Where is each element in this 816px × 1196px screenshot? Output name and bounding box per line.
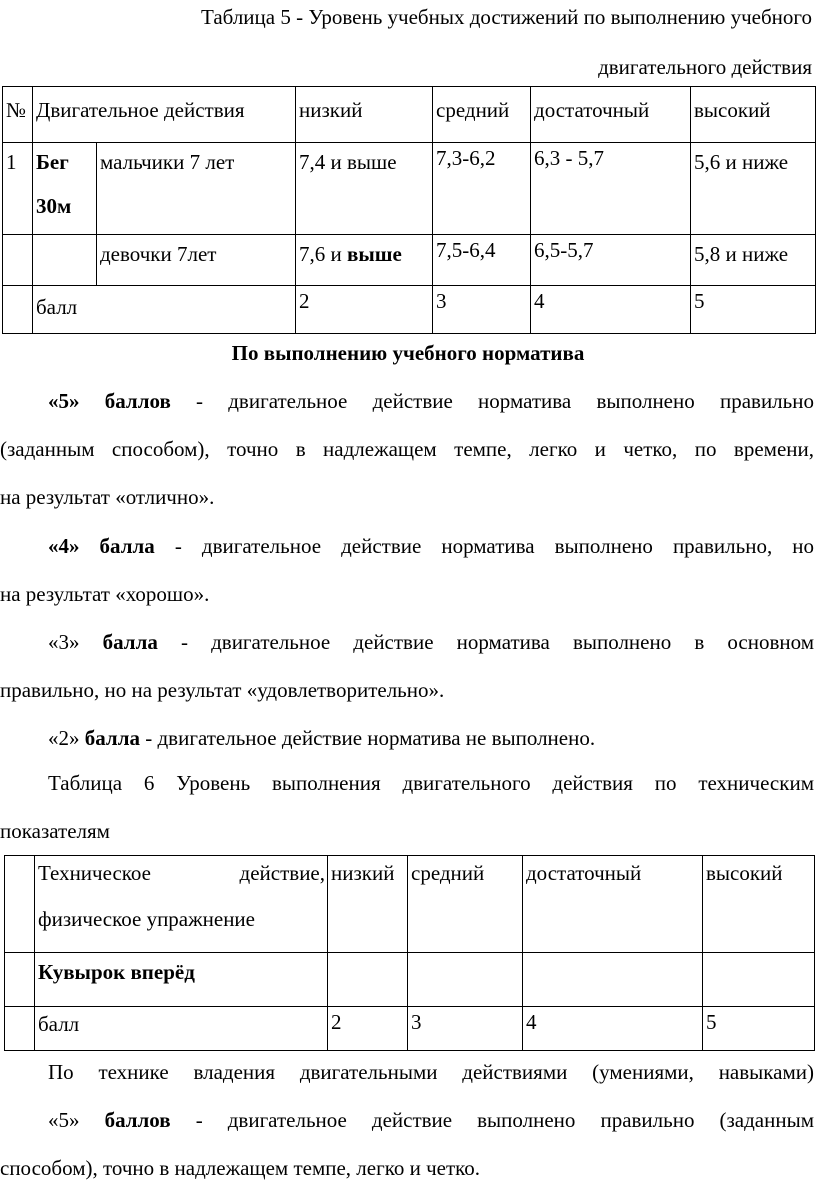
section1-p3-quote: «3»: [48, 630, 80, 654]
table6-score-2: 2: [328, 1007, 408, 1051]
section1-p4-text1: - двигательное действие норматива выполнено правильно, но: [154, 534, 814, 558]
table5-row2-mid: 7,5-6,4: [433, 235, 531, 286]
table6: [4, 855, 815, 1051]
table6-header-suff: достаточный: [523, 856, 703, 953]
table6-row-high: [703, 953, 815, 1007]
table5-row2-low: [296, 235, 433, 286]
table5-row2-high: 5,8 и ниже: [691, 235, 816, 286]
table5-score-5: 5: [691, 286, 816, 334]
table5-title-line1: Таблица 5 - Уровень учебных достижений по выполнению учебного: [201, 5, 812, 29]
table6-score-4: 4: [523, 1007, 703, 1051]
table5-row2-group: девочки 7лет: [97, 235, 296, 286]
table6-score-num: [5, 1007, 35, 1051]
section1-p5-text1: - двигательное действие норматива выполнено правильно: [170, 389, 814, 413]
table5-header-row: [3, 87, 816, 143]
section1-p4-line1: [48, 533, 814, 559]
table5-header-num: №: [3, 87, 33, 143]
table5-row1-action: [33, 143, 97, 235]
table6-score-row: [5, 1007, 815, 1051]
section2-p5-bold: баллов: [104, 1108, 171, 1132]
section1-p3-bold: балла: [102, 630, 158, 654]
table5-header-suff: достаточный: [531, 87, 691, 143]
table5-score-label: балл: [33, 286, 296, 334]
table6-score-5: 5: [703, 1007, 815, 1051]
table6-score-3: 3: [408, 1007, 523, 1051]
table6-header-num: [5, 856, 35, 953]
section1-heading: По выполнению учебного норматива: [231, 341, 585, 365]
section1-p2-bold: балла: [84, 726, 140, 750]
section1-p5-line1: [48, 388, 814, 414]
table6-row-num: [5, 953, 35, 1007]
table5-row1-high: 5,6 и ниже: [691, 143, 816, 235]
table5-title-line2: двигательного действия: [598, 55, 812, 79]
table6-header-high: высокий: [703, 856, 815, 953]
table6-header-mid: средний: [408, 856, 523, 953]
section1-p5-line2: (заданным способом), точно в надлежащем темпе, легко и четко, по времени,: [0, 437, 814, 461]
section2-p5-line2: способом), точно в надлежащем темпе, легко и четко.: [0, 1156, 481, 1180]
table6-header-row: [5, 856, 815, 953]
table5-score-2: 2: [296, 286, 433, 334]
table6-header-action-word1: Техническое: [38, 861, 151, 885]
table5-row2-num: [3, 235, 33, 286]
table5-row1-action-line2: 30м: [36, 194, 72, 218]
table6-row-exercise-name: Кувырок вперёд: [35, 953, 328, 1007]
section1-p2-quote: «2»: [48, 726, 80, 750]
section2-p5-text1: - двигательное действие выполнено правильно (заданным: [170, 1108, 815, 1132]
section1-p2-line1: [48, 725, 595, 751]
table6-header-action-line1: [38, 860, 327, 886]
section1-p5-line3: на результат «отлично».: [0, 485, 215, 509]
table5-row-girls: [3, 235, 816, 286]
table6-row-exercise: [5, 953, 815, 1007]
table5-header-low: низкий: [296, 87, 433, 143]
table6-header-low: низкий: [328, 856, 408, 953]
table5-score-4: 4: [531, 286, 691, 334]
section2-p5-line1: [48, 1107, 814, 1133]
table5-row1-mid: 7,3-6,2: [433, 143, 531, 235]
section1-p3-line2: правильно, но на результат «удовлетворительно».: [0, 678, 445, 702]
table6-title-line1: Таблица 6 Уровень выполнения двигательного действия по техническим: [48, 771, 814, 795]
table5-header-mid: средний: [433, 87, 531, 143]
section1-p5-bold: «5» баллов: [48, 389, 171, 413]
table5-score-row: [3, 286, 816, 334]
section2-line1: По технике владения двигательными действиями (умениями, навыками): [48, 1060, 814, 1084]
table5-row2-action: [33, 235, 97, 286]
table6-score-label: балл: [35, 1007, 328, 1051]
table5-row1-suff: 6,3 - 5,7: [531, 143, 691, 235]
table6-row-mid: [408, 953, 523, 1007]
table5-row2-suff: 6,5-5,7: [531, 235, 691, 286]
table5-header-action: Двигательное действия: [33, 87, 296, 143]
table5-row1-group: мальчики 7 лет: [97, 143, 296, 235]
table6-header-action: [35, 856, 328, 953]
table5-row2-low-bold: выше: [347, 242, 402, 266]
table5-row1-action-line1: Бег: [36, 150, 69, 174]
section1-p4-bold: «4» балла: [48, 534, 155, 558]
section1-p2-text1: - двигательное действие норматива не выполнено.: [140, 726, 596, 750]
section1-p3-line1: [48, 629, 814, 655]
table5-score-3: 3: [433, 286, 531, 334]
table6-header-action-word2: действие,: [239, 861, 325, 885]
table5-row1-num: 1: [3, 143, 33, 235]
table5-row-boys: [3, 143, 816, 235]
table5-header-high: высокий: [691, 87, 816, 143]
table5-score-num: [3, 286, 33, 334]
table6-row-suff: [523, 953, 703, 1007]
table6-row-low: [328, 953, 408, 1007]
section2-p5-quote: «5»: [48, 1108, 80, 1132]
table6-header-action-line2: физическое упражнение: [38, 907, 255, 931]
table5-row2-low-prefix: 7,6 и: [299, 242, 342, 266]
table5-row1-low: 7,4 и выше: [296, 143, 433, 235]
table6-title-line2: показателям: [0, 819, 110, 843]
section1-p4-line2: на результат «хорошо».: [0, 582, 210, 606]
section1-p3-text1: - двигательное действие норматива выполнено в основном: [157, 630, 814, 654]
table5: [2, 86, 816, 334]
